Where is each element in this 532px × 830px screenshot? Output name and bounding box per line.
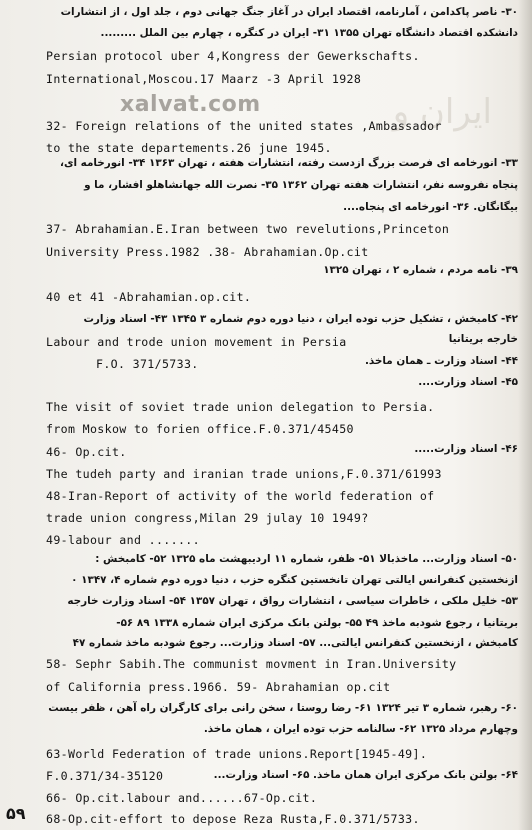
reference-line-fa: ۵۳- خلیل ملکی ، خاطرات سیاسی ، انتشارات رواق ، تهران ۱۳۵۷ ۵۴- اسناد وزارت خارجه xyxy=(67,595,518,607)
reference-line-latin: The visit of soviet trade union delegation to Persia. xyxy=(46,400,435,414)
reference-line-latin: Labour and trode union movement in Persia xyxy=(46,335,347,349)
reference-line-latin: F.0.371/34-35120 xyxy=(46,769,164,783)
reference-line-fa: ازنخستین کنفرانس ایالتی تهران تانخستین کنگره حزب ، دنیا دوره دوم شماره ۴، ۱۳۴۷ ۰ xyxy=(71,574,518,586)
reference-line-fa: ۴۲- کامبخش ، تشکیل حزب توده ایران ، دنیا دوره دوم شماره ۳ ۱۳۴۵ ۴۳- اسناد وزارت xyxy=(83,313,518,325)
reference-line-fa: ۶۰- رهبر، شماره ۳ تیر ۱۳۲۴ ۶۱- رضا روستا ، سخن رانی برای کارگران راه آهن ، ظفر بیست xyxy=(48,702,518,714)
reference-line-latin: of California press.1966. 59- Abrahamian op.cit xyxy=(46,680,391,694)
reference-line-latin: Persian protocol uber 4,Kongress der Gewerkschafts. xyxy=(46,49,420,63)
reference-line-latin: 37- Abrahamian.E.Iran between two revelutions,Princeton xyxy=(46,222,450,236)
reference-line-fa: دانشکده اقتصاد دانشگاه تهران ۱۳۵۵ ۳۱- ایران در کنگره ، چهارم بین الملل ......... xyxy=(100,27,518,39)
page-edge-shadow xyxy=(518,0,532,830)
watermark: xalvat.com xyxy=(120,92,261,117)
reference-line-latin: The tudeh party and iranian trade unions,F.0.371/61993 xyxy=(46,467,442,481)
reference-line-latin: 66- Op.cit.labour and......67-Op.cit. xyxy=(46,791,318,805)
reference-line-fa: بیگانگان. ۳۶- انورخامه ای پنجاه.... xyxy=(343,201,518,213)
reference-line-latin: to the state departements.26 june 1945. xyxy=(46,141,332,155)
reference-line-fa: ۳۰- ناصر پاکدامن ، آمارنامه، اقتصاد ایران در آغاز جنگ جهانی دوم ، جلد اول ، از انتشارات xyxy=(60,6,518,18)
reference-line-fa: ۳۳- انورخامه ای فرصت بزرگ ازدست رفته، انتشارات هفته ، تهران ۱۳۶۳ ۳۴- انورخامه ای، xyxy=(60,157,518,169)
reference-line-fa: ۵۰- اسناد وزارت... ماخذبالا ۵۱- ظفر، شماره ۱۱ اردیبهشت ماه ۱۳۲۵ ۵۲- کامبخش : xyxy=(95,553,518,565)
reference-line-fa: ۴۴- اسناد وزارت ـ همان ماخذ. xyxy=(364,355,518,367)
reference-line-fa: بریتانیا ، رجوع شودبه ماخذ ۴۹ ۵۵- بولتن بانک مرکزی ایران شماره ۱۳۳۸ ۸۹ ۵۶- xyxy=(116,617,518,629)
reference-line-fa: ۳۹- نامه مردم ، شماره ۲ ، تهران ۱۳۲۵ xyxy=(323,264,518,276)
reference-line-fa: ۴۵- اسناد وزارت.... xyxy=(418,376,518,388)
reference-line-latin: 68-Op.cit-effort to depose Reza Rusta,F.0.371/5733. xyxy=(46,812,420,826)
reference-line-latin: trade union congress,Milan 29 julay 10 1949? xyxy=(46,511,369,525)
bleed-through-text: ایران و xyxy=(392,92,492,132)
reference-line-latin: 49-labour and ....... xyxy=(46,533,200,547)
reference-line-fa: وچهارم مرداد ۱۳۲۵ ۶۲- سالنامه حزب توده ایران ، همان ماخذ. xyxy=(203,723,518,735)
reference-line-fa: ۴۶- اسناد وزارت..... xyxy=(414,443,518,455)
reference-line-fa: ۶۴- بولتن بانک مرکزی ایران همان ماخذ. ۶۵- اسناد وزارت... xyxy=(213,769,518,781)
page-number: ۵۹ xyxy=(6,804,26,823)
reference-line-latin: F.O. 371/5733. xyxy=(96,357,199,371)
reference-line-latin: 40 et 41 -Abrahamian.op.cit. xyxy=(46,290,252,304)
reference-line-fa: خارجه بریتانیا xyxy=(448,333,518,345)
reference-line-latin: International,Moscou.17 Maarz -3 April 1928 xyxy=(46,72,362,86)
reference-line-latin: 58- Sephr Sabih.The communist movment in Iran.University xyxy=(46,657,457,671)
reference-line-latin: 63-World Federation of trade unions.Report[1945-49]. xyxy=(46,747,428,761)
reference-line-latin: 46- Op.cit. xyxy=(46,445,127,459)
reference-line-fa: کامبخش ، ازنخستین کنفرانس ایالتی... ۵۷- اسناد وزارت... رجوع شودبه ماخذ شماره ۴۷ xyxy=(72,637,518,649)
reference-line-latin: University Press.1982 .38- Abrahamian.Op.cit xyxy=(46,245,369,259)
reference-line-fa: پنجاه نفروسه نفر، انتشارات هفته تهران ۱۳۶۲ ۳۵- نصرت الله جهانشاهلو افشار، ما و xyxy=(84,179,518,191)
reference-line-latin: 32- Foreign relations of the united states ,Ambassador xyxy=(46,119,442,133)
reference-line-latin: 48-Iran-Report of activity of the world federation of xyxy=(46,489,435,503)
reference-line-latin: from Moskow to forien office.F.0.371/45450 xyxy=(46,422,354,436)
